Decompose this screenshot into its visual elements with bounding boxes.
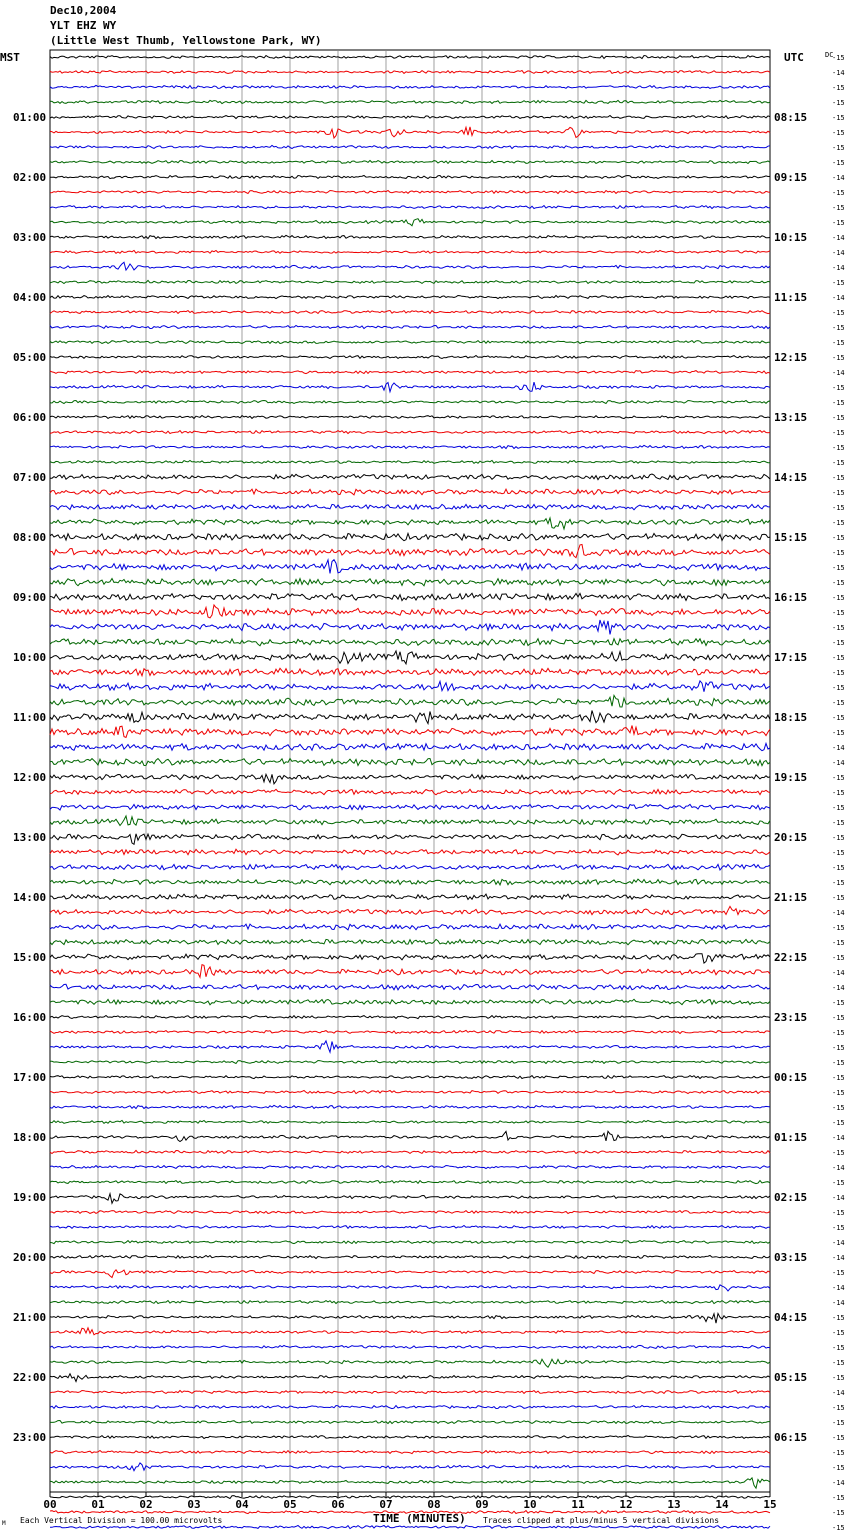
dc-offset-label: -15 [832, 489, 845, 497]
dc-offset-label: -15 [832, 999, 845, 1007]
dc-offset-label: -15 [832, 1059, 845, 1067]
dc-offset-label: -15 [832, 1329, 845, 1337]
seismic-trace [50, 1451, 770, 1454]
mst-hour-label: 08:00 [13, 531, 47, 544]
dc-offset-label: -15 [832, 519, 845, 527]
x-tick-label: 09 [475, 1498, 489, 1511]
seismic-trace [50, 489, 770, 495]
dc-offset-label: -15 [832, 1344, 845, 1352]
seismic-trace [50, 1076, 770, 1079]
utc-hour-label: 14:15 [774, 471, 808, 484]
dc-offset-label: -15 [832, 954, 845, 962]
dc-offset-label: -15 [832, 1044, 845, 1052]
mst-hour-label: 14:00 [13, 891, 47, 904]
seismic-trace [50, 560, 770, 574]
seismic-trace [50, 1226, 770, 1229]
seismic-trace [50, 401, 770, 404]
seismic-trace [50, 206, 770, 209]
dc-offset-label: -14 [832, 174, 845, 182]
dc-offset-label: -14 [832, 909, 845, 917]
dc-offset-label: -15 [832, 54, 845, 62]
mst-hour-label: 19:00 [13, 1191, 47, 1204]
seismic-trace [50, 127, 770, 138]
seismic-trace [50, 804, 770, 810]
dc-offset-label: -15 [832, 924, 845, 932]
dc-offset-label: -14 [832, 1389, 845, 1397]
dc-offset-label: -14 [832, 234, 845, 242]
dc-offset-label: -15 [832, 774, 845, 782]
dc-offset-label: -15 [832, 1359, 845, 1367]
seismic-trace [50, 743, 770, 750]
seismic-trace [50, 545, 770, 558]
dc-offset-label: -15 [832, 654, 845, 662]
seismic-trace [50, 1301, 770, 1304]
dc-offset-label: -15 [832, 894, 845, 902]
seismic-trace [50, 445, 770, 448]
dc-offset-label: -15 [832, 834, 845, 842]
seismic-trace [50, 939, 770, 944]
dc-offset-label: -15 [832, 669, 845, 677]
seismic-trace [50, 965, 770, 978]
seismic-trace [50, 191, 770, 194]
mst-hour-label: 18:00 [13, 1131, 47, 1144]
seismic-trace [50, 1120, 770, 1123]
dc-offset-label: -15 [832, 429, 845, 437]
seismic-trace [50, 1105, 770, 1108]
seismic-trace [50, 620, 770, 634]
seismic-trace [50, 681, 770, 692]
mst-hour-label: 11:00 [13, 711, 47, 724]
seismic-trace [50, 145, 770, 148]
dc-offset-label: -15 [832, 459, 845, 467]
utc-hour-label: 13:15 [774, 411, 808, 424]
plot-date: Dec10,2004 [50, 4, 117, 17]
seismic-trace [50, 56, 770, 59]
seismic-trace [50, 1270, 770, 1278]
utc-hour-label: 11:15 [774, 291, 808, 304]
mst-hour-label: 04:00 [13, 291, 47, 304]
mst-hour-label: 22:00 [13, 1371, 47, 1384]
seismic-trace [50, 651, 770, 664]
seismic-trace [50, 341, 770, 344]
utc-hour-label: 12:15 [774, 351, 808, 364]
seismic-trace [50, 834, 770, 845]
trace-group [50, 56, 770, 1534]
x-axis-title: TIME (MINUTES) [373, 1512, 466, 1525]
dc-offset-label: -14 [832, 1254, 845, 1262]
dc-offset-label: -15 [832, 309, 845, 317]
x-tick-label: 11 [571, 1498, 585, 1511]
seismic-trace [50, 1255, 770, 1258]
seismic-trace [50, 1030, 770, 1033]
dc-offset-label: -14 [832, 984, 845, 992]
x-tick-label: 04 [235, 1498, 249, 1511]
dc-offset-label: -14 [832, 759, 845, 767]
seismic-trace [50, 906, 770, 914]
dc-offset-label: -15 [832, 189, 845, 197]
mst-hour-label: 15:00 [13, 951, 47, 964]
mst-hour-label: 10:00 [13, 651, 47, 664]
seismic-trace [50, 1131, 770, 1141]
dc-offset-label: -15 [832, 1179, 845, 1187]
left-axis-label: MST [0, 51, 20, 64]
plot-frame [50, 50, 770, 1492]
dc-offset-label: -15 [832, 729, 845, 737]
dc-offset-label: -14 [832, 1164, 845, 1172]
dc-offset-label: -15 [832, 504, 845, 512]
seismic-trace [50, 356, 770, 359]
dc-offset-label: -15 [832, 564, 845, 572]
seismic-trace [50, 1421, 770, 1424]
seismic-trace [50, 161, 770, 164]
dc-offset-label: -14 [832, 1194, 845, 1202]
dc-offset-label: -15 [832, 1074, 845, 1082]
seismic-trace [50, 1526, 770, 1529]
utc-hour-label: 03:15 [774, 1251, 808, 1264]
seismic-trace [50, 864, 770, 870]
dc-offset-label: -15 [832, 1374, 845, 1382]
dc-offset-label: -15 [832, 84, 845, 92]
corner-mark: M [2, 1520, 6, 1527]
dc-offset-label: -15 [832, 219, 845, 227]
utc-hour-label: 15:15 [774, 531, 808, 544]
dc-offset-label: -15 [832, 1029, 845, 1037]
station-location: (Little West Thumb, Yellowstone Park, WY) [50, 34, 322, 47]
dc-offset-label: -15 [832, 1524, 845, 1532]
dc-offset-label: -15 [832, 114, 845, 122]
seismic-trace [50, 695, 770, 707]
seismic-trace [50, 382, 770, 392]
seismic-trace [50, 504, 770, 509]
mst-hour-label: 20:00 [13, 1251, 47, 1264]
mst-hour-label: 17:00 [13, 1071, 47, 1084]
x-tick-label: 15 [763, 1498, 777, 1511]
dc-offset-label: -15 [832, 639, 845, 647]
utc-hour-label: 22:15 [774, 951, 808, 964]
x-tick-label: 10 [523, 1498, 537, 1511]
dc-offset-label: -15 [832, 1269, 845, 1277]
dc-offset-label: -15 [832, 849, 845, 857]
dc-offset-label: -15 [832, 549, 845, 557]
seismic-trace [50, 1166, 770, 1169]
dc-offset-label: -15 [832, 864, 845, 872]
mst-hour-label: 16:00 [13, 1011, 47, 1024]
seismic-trace [50, 774, 770, 784]
seismic-trace [50, 311, 770, 314]
dc-offset-label: -15 [832, 414, 845, 422]
dc-offset-label: -14 [832, 1239, 845, 1247]
utc-hour-label: 20:15 [774, 831, 808, 844]
seismic-trace [50, 474, 770, 480]
utc-hour-label: 06:15 [774, 1431, 808, 1444]
seismic-trace [50, 1091, 770, 1094]
dc-offset-label: -15 [832, 129, 845, 137]
seismic-trace [50, 533, 770, 540]
dc-offset-label: -14 [832, 369, 845, 377]
dc-offset-label: -15 [832, 204, 845, 212]
dc-offset-label: -14 [832, 249, 845, 257]
seismic-trace [50, 326, 770, 329]
mst-hour-label: 12:00 [13, 771, 47, 784]
dc-offset-label: -15 [832, 819, 845, 827]
utc-hour-label: 23:15 [774, 1011, 808, 1024]
seismic-trace [50, 1314, 770, 1324]
dc-offset-label: -14 [832, 1299, 845, 1307]
seismic-trace [50, 431, 770, 434]
mst-hour-label: 23:00 [13, 1431, 47, 1444]
dc-offset-label: -15 [832, 1089, 845, 1097]
seismic-trace [50, 999, 770, 1005]
dc-offset-label: -15 [832, 609, 845, 617]
seismic-trace [50, 1391, 770, 1394]
dc-label: DC [825, 51, 834, 59]
dc-offset-label: -15 [832, 399, 845, 407]
mst-hour-label: 05:00 [13, 351, 47, 364]
seismic-trace [50, 1061, 770, 1064]
seismic-trace [50, 1463, 770, 1471]
seismic-trace [50, 1150, 770, 1153]
label-group [13, 54, 845, 1534]
dc-offset-label: -15 [832, 1509, 845, 1517]
seismic-trace [50, 605, 770, 618]
dc-offset-label: -15 [832, 624, 845, 632]
utc-hour-label: 21:15 [774, 891, 808, 904]
mst-hour-label: 02:00 [13, 171, 47, 184]
dc-offset-label: -15 [832, 714, 845, 722]
utc-hour-label: 01:15 [774, 1131, 808, 1144]
dc-offset-label: -15 [832, 1149, 845, 1157]
x-tick-label: 06 [331, 1498, 345, 1511]
dc-offset-label: -14 [832, 1134, 845, 1142]
seismic-trace [50, 879, 770, 885]
dc-offset-label: -15 [832, 1209, 845, 1217]
dc-offset-label: -15 [832, 444, 845, 452]
seismic-trace [50, 1496, 770, 1499]
seismic-trace [50, 1181, 770, 1184]
seismic-trace [50, 1241, 770, 1244]
seismic-trace [50, 726, 770, 738]
x-tick-label: 00 [43, 1498, 57, 1511]
seismic-trace [50, 894, 770, 899]
dc-offset-label: -15 [832, 1119, 845, 1127]
dc-offset-label: -15 [832, 1404, 845, 1412]
seismic-trace [50, 1285, 770, 1291]
dc-offset-label: -14 [832, 69, 845, 77]
mst-hour-label: 13:00 [13, 831, 47, 844]
utc-hour-label: 02:15 [774, 1191, 808, 1204]
dc-offset-label: -14 [832, 744, 845, 752]
seismic-trace [50, 1211, 770, 1214]
utc-hour-label: 10:15 [774, 231, 808, 244]
dc-offset-label: -15 [832, 324, 845, 332]
dc-offset-label: -15 [832, 1014, 845, 1022]
seismic-trace [50, 711, 770, 724]
seismic-trace [50, 518, 770, 529]
dc-offset-label: -15 [832, 1464, 845, 1472]
dc-offset-label: -14 [832, 1284, 845, 1292]
dc-offset-label: -15 [832, 699, 845, 707]
dc-offset-label: -15 [832, 279, 845, 287]
dc-offset-label: -15 [832, 1419, 845, 1427]
seismic-trace [50, 639, 770, 646]
scale-note: Each Vertical Division = 100.00 microvolts [20, 1516, 223, 1525]
dc-offset-label: -15 [832, 804, 845, 812]
seismic-trace [50, 579, 770, 586]
seismic-trace [50, 1016, 770, 1019]
dc-offset-label: -15 [832, 534, 845, 542]
dc-offset-label: -14 [832, 969, 845, 977]
utc-hour-label: 09:15 [774, 171, 808, 184]
seismic-trace [50, 371, 770, 374]
dc-offset-label: -15 [832, 99, 845, 107]
dc-offset-label: -15 [832, 1449, 845, 1457]
x-tick-label: 12 [619, 1498, 633, 1511]
x-tick-label: 14 [715, 1498, 729, 1511]
dc-offset-label: -15 [832, 789, 845, 797]
utc-hour-label: 18:15 [774, 711, 808, 724]
dc-offset-label: -14 [832, 264, 845, 272]
mst-hour-label: 09:00 [13, 591, 47, 604]
seismic-trace [50, 593, 770, 600]
seismic-trace [50, 924, 770, 930]
utc-hour-label: 17:15 [774, 651, 808, 664]
seismic-trace [50, 1194, 770, 1204]
utc-hour-label: 05:15 [774, 1371, 808, 1384]
station-code: YLT EHZ WY [50, 19, 117, 32]
dc-offset-label: -14 [832, 294, 845, 302]
dc-offset-label: -15 [832, 684, 845, 692]
dc-offset-label: -15 [832, 879, 845, 887]
x-tick-label: 03 [187, 1498, 201, 1511]
seismic-trace [50, 262, 770, 270]
dc-offset-label: -15 [832, 1494, 845, 1502]
seismic-trace [50, 1436, 770, 1439]
seismic-trace [50, 416, 770, 419]
utc-hour-label: 04:15 [774, 1311, 808, 1324]
clip-note: Traces clipped at plus/minus 5 vertical divisions [483, 1516, 720, 1525]
right-axis-label: UTC [784, 51, 804, 64]
seismic-trace [50, 280, 770, 283]
dc-offset-label: -15 [832, 144, 845, 152]
seismic-trace [50, 1041, 770, 1052]
seismic-trace [50, 984, 770, 990]
dc-offset-label: -15 [832, 579, 845, 587]
seismic-trace [50, 668, 770, 675]
mst-hour-label: 03:00 [13, 231, 47, 244]
x-tick-label: 01 [91, 1498, 105, 1511]
dc-offset-label: -15 [832, 594, 845, 602]
seismic-trace [50, 296, 770, 299]
seismic-trace [50, 1374, 770, 1382]
dc-offset-label: -15 [832, 339, 845, 347]
utc-hour-label: 16:15 [774, 591, 808, 604]
seismic-trace [50, 235, 770, 238]
x-tick-label: 08 [427, 1498, 441, 1511]
seismic-trace [50, 954, 770, 963]
dc-offset-label: -15 [832, 384, 845, 392]
seismic-trace [50, 1345, 770, 1348]
seismic-trace [50, 71, 770, 74]
mst-hour-label: 21:00 [13, 1311, 47, 1324]
seismic-trace [50, 100, 770, 103]
dc-offset-label: -15 [832, 474, 845, 482]
seismic-trace [50, 250, 770, 253]
seismic-trace [50, 789, 770, 795]
dc-offset-label: -15 [832, 939, 845, 947]
x-tick-label: 02 [139, 1498, 153, 1511]
seismic-trace [50, 759, 770, 766]
mst-hour-label: 06:00 [13, 411, 47, 424]
x-tick-label: 07 [379, 1498, 393, 1511]
utc-hour-label: 19:15 [774, 771, 808, 784]
x-tick-label: 13 [667, 1498, 681, 1511]
dc-offset-label: -15 [832, 1434, 845, 1442]
x-tick-label: 05 [283, 1498, 297, 1511]
seismic-trace [50, 1478, 770, 1488]
seismic-trace [50, 1328, 770, 1335]
seismic-trace [50, 460, 770, 463]
seismic-trace [50, 219, 770, 226]
dc-offset-label: -15 [832, 159, 845, 167]
seismic-trace [50, 816, 770, 826]
dc-offset-label: -15 [832, 1224, 845, 1232]
dc-offset-label: -15 [832, 1314, 845, 1322]
seismic-trace [50, 116, 770, 119]
seismic-trace [50, 85, 770, 88]
utc-hour-label: 00:15 [774, 1071, 808, 1084]
mst-hour-label: 01:00 [13, 111, 47, 124]
seismic-trace [50, 176, 770, 179]
dc-offset-label: -14 [832, 1479, 845, 1487]
utc-hour-label: 08:15 [774, 111, 808, 124]
mst-hour-label: 07:00 [13, 471, 47, 484]
seismic-trace [50, 1406, 770, 1409]
seismic-trace [50, 1359, 770, 1367]
dc-offset-label: -15 [832, 1104, 845, 1112]
seismic-trace [50, 849, 770, 855]
dc-offset-label: -15 [832, 354, 845, 362]
